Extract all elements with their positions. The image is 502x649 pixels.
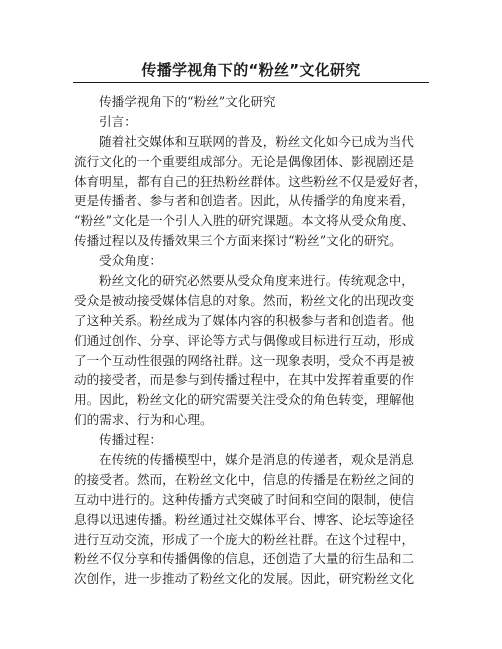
text-line: 次创作，进一步推动了粉丝文化的发展。因此，研究粉丝文化 <box>74 571 415 587</box>
document-body <box>74 92 430 589</box>
text-line: 粉丝文化的研究必然要从受众角度来进行。传统观念中， <box>99 273 414 289</box>
text-line: 引言： <box>99 113 137 129</box>
text-line: 互动中进行的。这种传播方式突破了时间和空间的限制，使信 <box>74 491 415 507</box>
text-line: “粉丝”文化是一个引人入胜的研究课题。本文将从受众角度、 <box>74 213 415 229</box>
text-line: 体育明星，都有自己的狂热粉丝群体。这些粉丝不仅是爱好者， <box>74 173 427 189</box>
text-line: 传播学视角下的“粉丝”文化研究 <box>99 94 276 109</box>
text-line: 传播过程以及传播效果三个方面来探讨“粉丝”文化的研究。 <box>74 233 402 249</box>
text-line: 了一个互动性很强的网络社群。这一现象表明，受众不再是被 <box>74 352 415 368</box>
text-line: 用。因此，粉丝文化的研究需要关注受众的角色转变，理解他 <box>74 392 415 408</box>
text-line: 更是传播者、参与者和创造者。因此，从传播学的角度来看， <box>74 193 415 209</box>
document-title: 传播学视角下的“粉丝”文化研究 <box>141 61 361 79</box>
text-line: 们通过创作、分享、评论等方式与偶像或目标进行互动，形成 <box>74 332 415 348</box>
text-line: 受众是被动接受媒体信息的对象。然而，粉丝文化的出现改变 <box>74 292 415 308</box>
text-line: 们的需求、行为和心理。 <box>74 412 213 428</box>
text-line: 动的接受者，而是参与到传播过程中，在其中发挥着重要的作 <box>74 372 415 388</box>
text-line: 流行文化的一个重要组成部分。无论是偶像团体、影视剧还是 <box>74 153 415 169</box>
text-line: 随着社交媒体和互联网的普及，粉丝文化如今已成为当代 <box>99 133 414 149</box>
title-underline <box>73 82 429 83</box>
text-line: 了这种关系。粉丝成为了媒体内容的积极参与者和创造者。他 <box>74 312 415 328</box>
text-line: 传播过程： <box>99 432 162 448</box>
text-line: 粉丝不仅分享和传播偶像的信息，还创造了大量的衍生品和二 <box>74 551 415 567</box>
text-line: 进行互动交流，形成了一个庞大的粉丝社群。在这个过程中， <box>74 531 415 547</box>
text-line: 在传统的传播模型中，媒介是消息的传递者，观众是消息 <box>99 452 414 468</box>
text-line: 息得以迅速传播。粉丝通过社交媒体平台、博客、论坛等途径 <box>74 511 415 527</box>
text-line: 受众角度： <box>99 253 162 269</box>
text-line: 的接受者。然而，在粉丝文化中，信息的传播是在粉丝之间的 <box>74 471 415 487</box>
